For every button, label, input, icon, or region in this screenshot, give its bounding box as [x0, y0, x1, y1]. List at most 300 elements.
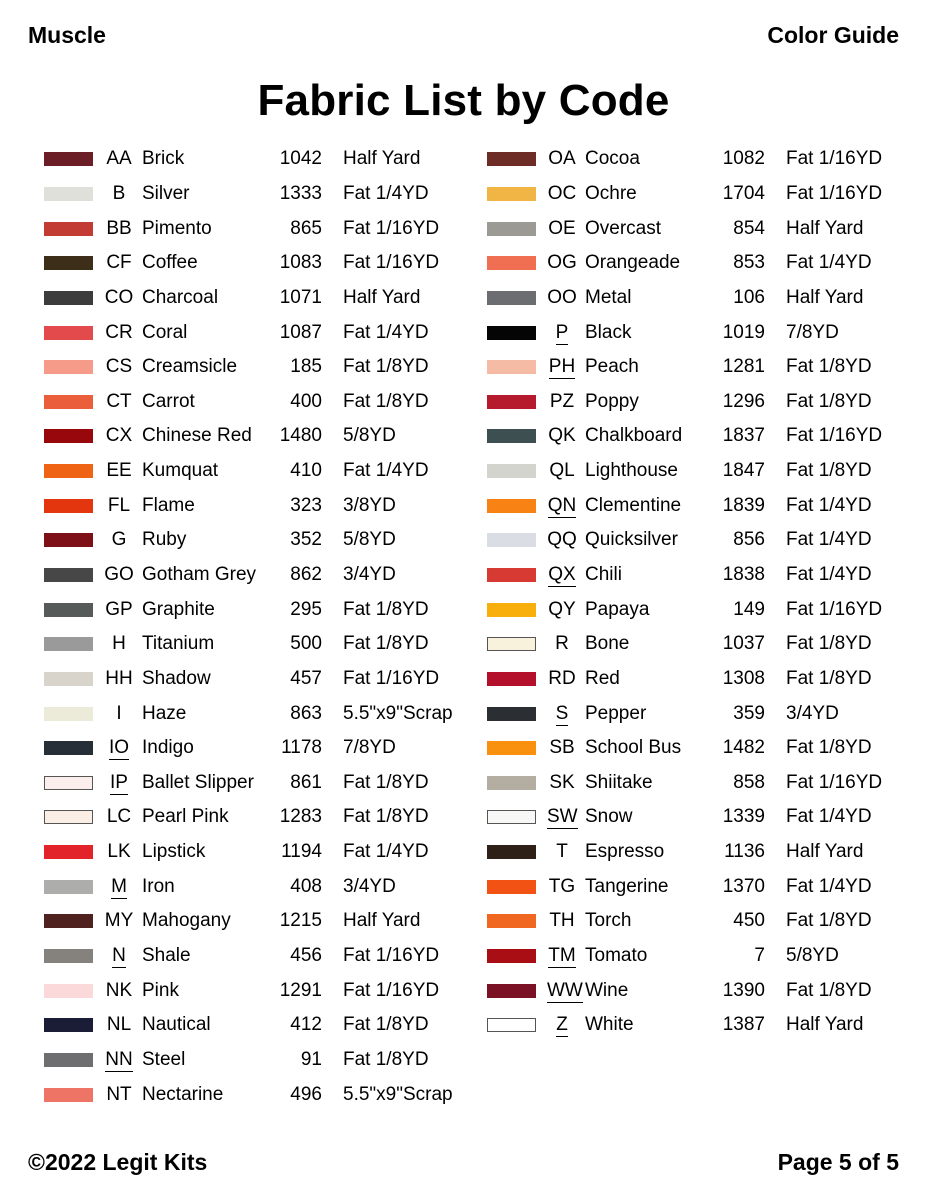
fabric-code — [104, 322, 134, 344]
fabric-name: Charcoal — [142, 286, 219, 308]
color-swatch — [487, 533, 536, 547]
fabric-code — [547, 322, 577, 344]
fabric-number: 854 — [733, 217, 765, 239]
fabric-row — [0, 177, 470, 212]
color-swatch — [487, 845, 536, 859]
fabric-code — [104, 148, 134, 170]
fabric-code — [547, 425, 577, 447]
fabric-code-text: QY — [548, 598, 576, 620]
fabric-row — [0, 973, 470, 1008]
fabric-code-text: Z — [556, 1014, 568, 1036]
color-swatch — [487, 499, 536, 513]
fabric-code-text: QN — [547, 494, 577, 516]
fabric-size: Fat 1/4YD — [786, 529, 872, 551]
fabric-code-text: OO — [547, 286, 577, 308]
fabric-name: White — [585, 1014, 634, 1036]
fabric-name: Orangeade — [585, 252, 681, 274]
fabric-number: 7 — [754, 945, 765, 967]
fabric-number: 1308 — [722, 667, 765, 689]
color-swatch — [44, 603, 93, 617]
fabric-number: 1178 — [281, 737, 322, 759]
fabric-number: 1847 — [722, 460, 765, 482]
fabric-size: 3/4YD — [786, 702, 839, 724]
fabric-code — [104, 945, 134, 967]
fabric-code-text: CF — [106, 252, 132, 274]
fabric-number: 1482 — [722, 737, 765, 759]
color-swatch — [44, 360, 93, 374]
fabric-row — [443, 523, 913, 558]
fabric-code-text: CO — [104, 286, 134, 308]
fabric-row — [443, 315, 913, 350]
fabric-code-text: BB — [106, 217, 132, 239]
fabric-code — [547, 564, 577, 586]
fabric-number: 323 — [290, 494, 322, 516]
fabric-name: Graphite — [142, 598, 215, 620]
fabric-code-text: OE — [548, 217, 576, 239]
color-swatch — [487, 984, 536, 998]
fabric-code — [547, 287, 577, 309]
fabric-code-text: TG — [548, 875, 576, 897]
fabric-code — [104, 599, 134, 621]
fabric-name: Shadow — [142, 667, 211, 689]
fabric-row — [443, 662, 913, 697]
fabric-code-text: R — [555, 633, 569, 655]
fabric-size: Fat 1/4YD — [343, 841, 429, 863]
fabric-name: Pearl Pink — [142, 806, 229, 828]
fabric-code — [547, 218, 577, 240]
fabric-row — [443, 973, 913, 1008]
color-swatch — [44, 949, 93, 963]
fabric-size: Fat 1/16YD — [786, 182, 883, 204]
fabric-number: 1296 — [722, 390, 765, 412]
color-swatch — [44, 499, 93, 513]
fabric-code — [547, 252, 577, 274]
fabric-code-text: TM — [548, 945, 576, 967]
fabric-code-text: RD — [548, 667, 576, 689]
fabric-name: Chalkboard — [585, 425, 683, 447]
fabric-code — [547, 737, 577, 759]
fabric-code-text: SK — [549, 771, 575, 793]
fabric-name: Silver — [142, 182, 190, 204]
fabric-size: 5/8YD — [786, 945, 839, 967]
fabric-number: 412 — [290, 1014, 322, 1036]
fabric-code — [104, 218, 134, 240]
fabric-number: 1390 — [722, 979, 765, 1001]
fabric-code — [547, 148, 577, 170]
fabric-number: 1281 — [722, 356, 765, 378]
fabric-size: Fat 1/8YD — [786, 979, 872, 1001]
fabric-size: Fat 1/8YD — [786, 633, 872, 655]
fabric-row — [0, 835, 470, 870]
fabric-name: Iron — [142, 875, 175, 897]
fabric-code-text: FL — [107, 494, 131, 516]
color-swatch — [487, 291, 536, 305]
fabric-row — [0, 939, 470, 974]
fabric-size: Fat 1/8YD — [786, 910, 872, 932]
fabric-number: 295 — [290, 598, 322, 620]
fabric-code — [104, 910, 134, 932]
fabric-name: School Bus — [585, 737, 682, 759]
fabric-name: Pimento — [142, 217, 212, 239]
fabric-number: 1333 — [279, 182, 322, 204]
color-swatch — [487, 776, 536, 790]
fabric-row — [0, 627, 470, 662]
fabric-code-text: T — [556, 841, 568, 863]
color-swatch — [44, 395, 93, 409]
fabric-code-text: CS — [105, 356, 133, 378]
fabric-number: 149 — [733, 598, 765, 620]
fabric-code-text: NL — [106, 1014, 132, 1036]
fabric-row — [0, 211, 470, 246]
color-swatch — [487, 568, 536, 582]
color-swatch — [44, 914, 93, 928]
fabric-code-text: B — [112, 182, 126, 204]
fabric-row — [0, 281, 470, 316]
fabric-code — [104, 806, 134, 828]
fabric-number: 352 — [290, 529, 322, 551]
fabric-name: Lighthouse — [585, 460, 678, 482]
fabric-number: 1215 — [279, 910, 322, 932]
color-swatch — [44, 222, 93, 236]
fabric-name: Metal — [585, 286, 632, 308]
fabric-size: Fat 1/8YD — [343, 771, 429, 793]
fabric-size: 3/4YD — [343, 564, 396, 585]
fabric-code — [104, 183, 134, 205]
fabric-number: 853 — [733, 252, 765, 274]
fabric-number: 456 — [290, 945, 322, 967]
fabric-size: Fat 1/16YD — [343, 217, 440, 239]
fabric-number: 1704 — [722, 182, 765, 204]
fabric-code — [104, 356, 134, 378]
fabric-size: Half Yard — [786, 1014, 864, 1036]
fabric-name: Nautical — [142, 1014, 211, 1036]
fabric-name: Chili — [585, 564, 622, 585]
fabric-code-text: PH — [548, 356, 576, 378]
fabric-name: Haze — [142, 702, 187, 724]
color-swatch — [44, 1053, 93, 1067]
fabric-row — [443, 177, 913, 212]
color-swatch — [44, 741, 93, 755]
color-swatch — [487, 741, 536, 755]
fabric-name: Lipstick — [142, 841, 206, 863]
fabric-list-column-right — [443, 142, 913, 1043]
color-swatch — [487, 187, 536, 201]
fabric-code-text: P — [555, 321, 569, 343]
fabric-number: 865 — [290, 217, 322, 239]
fabric-row — [0, 523, 470, 558]
color-swatch — [487, 949, 536, 963]
fabric-code — [547, 460, 577, 482]
fabric-row — [0, 904, 470, 939]
fabric-name: Quicksilver — [585, 529, 678, 551]
fabric-row — [0, 592, 470, 627]
fabric-name: Coffee — [142, 252, 198, 274]
footer-page-number: Page 5 of 5 — [777, 1149, 899, 1175]
fabric-number: 1387 — [722, 1014, 765, 1036]
fabric-code — [547, 703, 577, 725]
fabric-size: 3/8YD — [343, 494, 396, 516]
fabric-size: Fat 1/16YD — [786, 425, 883, 447]
fabric-code — [104, 425, 134, 447]
color-swatch — [44, 256, 93, 270]
fabric-code-text: NT — [106, 1083, 132, 1105]
fabric-code-text: QL — [549, 460, 575, 482]
fabric-code-text: NN — [105, 1048, 133, 1070]
fabric-size: Fat 1/8YD — [786, 356, 872, 378]
fabric-row — [0, 558, 470, 593]
fabric-size: Fat 1/4YD — [343, 182, 429, 204]
fabric-code-text: SW — [547, 806, 578, 828]
fabric-code — [547, 1014, 577, 1036]
fabric-list-column-left — [0, 142, 470, 1112]
page-title: Fabric List by Code — [257, 76, 670, 125]
color-swatch — [487, 429, 536, 443]
fabric-code-text: MY — [104, 910, 134, 932]
fabric-row — [0, 246, 470, 281]
fabric-name: Pink — [142, 979, 179, 1001]
color-swatch — [44, 1088, 93, 1102]
fabric-row — [443, 592, 913, 627]
fabric-code — [547, 391, 577, 413]
fabric-code — [104, 1014, 134, 1036]
fabric-code — [547, 183, 577, 205]
fabric-code — [547, 599, 577, 621]
color-swatch — [44, 845, 93, 859]
fabric-size: Fat 1/8YD — [343, 633, 429, 655]
fabric-name: Creamsicle — [142, 356, 238, 378]
color-swatch — [487, 256, 536, 270]
fabric-row — [0, 1077, 470, 1112]
fabric-number: 1838 — [722, 564, 765, 585]
fabric-size: 5.5"x9"Scrap — [343, 1083, 453, 1105]
fabric-row — [443, 835, 913, 870]
fabric-size: 7/8YD — [786, 321, 839, 343]
fabric-row — [0, 800, 470, 835]
fabric-size: Fat 1/4YD — [786, 806, 872, 828]
fabric-name: Poppy — [585, 390, 639, 412]
color-swatch — [44, 533, 93, 547]
color-swatch — [44, 637, 93, 651]
fabric-code-text: HH — [105, 667, 133, 689]
fabric-size: Fat 1/8YD — [786, 460, 872, 482]
fabric-code-text: QK — [548, 425, 576, 447]
fabric-size: Fat 1/8YD — [343, 598, 429, 620]
fabric-size: Half Yard — [343, 286, 421, 308]
fabric-size: Fat 1/8YD — [786, 737, 872, 759]
fabric-size: Fat 1/16YD — [786, 148, 883, 170]
fabric-number: 450 — [733, 910, 765, 932]
fabric-name: Bone — [585, 633, 630, 655]
fabric-name: Ballet Slipper — [142, 771, 254, 793]
color-swatch — [487, 360, 536, 374]
fabric-name: Ochre — [585, 182, 637, 204]
fabric-code — [104, 1049, 134, 1071]
fabric-row — [0, 488, 470, 523]
fabric-number: 500 — [290, 633, 322, 655]
color-swatch — [44, 187, 93, 201]
fabric-row — [443, 419, 913, 454]
color-swatch — [487, 810, 536, 824]
color-swatch — [44, 568, 93, 582]
fabric-code-text: CR — [105, 321, 133, 343]
fabric-size: Fat 1/4YD — [786, 252, 872, 274]
fabric-code — [547, 356, 577, 378]
fabric-number: 1136 — [724, 841, 765, 863]
fabric-name: Tomato — [585, 945, 648, 967]
color-swatch — [487, 707, 536, 721]
color-swatch — [487, 222, 536, 236]
fabric-name: Snow — [585, 806, 633, 828]
fabric-row — [443, 350, 913, 385]
fabric-number: 408 — [290, 875, 322, 897]
fabric-number: 1837 — [722, 425, 765, 447]
fabric-code — [104, 287, 134, 309]
fabric-code-text: G — [111, 529, 127, 551]
color-swatch — [44, 810, 93, 824]
fabric-size: Fat 1/4YD — [343, 321, 429, 343]
fabric-name: Cocoa — [585, 148, 640, 170]
fabric-number: 863 — [290, 702, 322, 724]
fabric-size: Fat 1/16YD — [343, 945, 440, 967]
fabric-number: 1037 — [722, 633, 765, 655]
fabric-code-text: PZ — [549, 390, 575, 412]
color-swatch — [44, 1018, 93, 1032]
fabric-number: 1019 — [722, 321, 765, 343]
fabric-name: Clementine — [585, 494, 682, 516]
fabric-code-text: CT — [106, 390, 132, 412]
fabric-size: Fat 1/8YD — [343, 356, 429, 378]
fabric-number: 400 — [290, 390, 322, 412]
fabric-number: 1480 — [279, 425, 322, 447]
fabric-code-text: QQ — [547, 529, 577, 551]
fabric-code-text: N — [112, 945, 126, 967]
color-swatch — [44, 880, 93, 894]
fabric-code-text: GO — [104, 564, 134, 585]
fabric-size: 5/8YD — [343, 425, 396, 447]
fabric-name: Mahogany — [142, 910, 231, 932]
fabric-size: Fat 1/8YD — [343, 1048, 429, 1070]
color-swatch — [44, 291, 93, 305]
fabric-code-text: CX — [105, 425, 133, 447]
fabric-name: Black — [585, 321, 632, 343]
fabric-code-text: IP — [110, 771, 128, 793]
color-swatch — [487, 914, 536, 928]
fabric-code-text: LK — [107, 841, 131, 863]
fabric-size: Half Yard — [786, 841, 864, 863]
fabric-code — [547, 529, 577, 551]
fabric-code-text: LC — [106, 806, 132, 828]
fabric-row — [0, 384, 470, 419]
fabric-name: Pepper — [585, 702, 647, 724]
fabric-name: Espresso — [585, 841, 665, 863]
fabric-row — [443, 800, 913, 835]
fabric-row — [443, 731, 913, 766]
fabric-size: Fat 1/8YD — [343, 1014, 429, 1036]
fabric-size: Fat 1/16YD — [343, 667, 440, 689]
fabric-code-text: SB — [549, 737, 575, 759]
fabric-code-text: AA — [106, 148, 132, 170]
fabric-code — [104, 529, 134, 551]
fabric-number: 1071 — [279, 286, 322, 308]
fabric-name: Torch — [585, 910, 632, 932]
fabric-code — [104, 668, 134, 690]
fabric-row — [443, 211, 913, 246]
fabric-name: Brick — [142, 148, 185, 170]
fabric-code — [547, 806, 577, 828]
fabric-name: Papaya — [585, 598, 650, 620]
color-swatch — [44, 326, 93, 340]
fabric-row — [443, 696, 913, 731]
fabric-code — [547, 772, 577, 794]
fabric-row — [0, 1043, 470, 1078]
fabric-row — [0, 350, 470, 385]
fabric-name: Steel — [142, 1048, 186, 1070]
fabric-number: 1087 — [279, 321, 322, 343]
fabric-name: Ruby — [142, 529, 187, 551]
fabric-number: 185 — [290, 356, 322, 378]
fabric-row — [0, 454, 470, 489]
fabric-number: 496 — [290, 1083, 322, 1105]
fabric-row — [443, 246, 913, 281]
fabric-number: 1283 — [279, 806, 322, 828]
fabric-code — [547, 876, 577, 898]
color-swatch — [487, 1018, 536, 1032]
fabric-size: Half Yard — [786, 217, 864, 239]
color-swatch — [44, 152, 93, 166]
color-swatch — [44, 776, 93, 790]
fabric-size: Fat 1/4YD — [786, 875, 872, 897]
fabric-number: 858 — [733, 771, 765, 793]
fabric-size: Fat 1/8YD — [343, 390, 429, 412]
fabric-row — [0, 419, 470, 454]
fabric-number: 359 — [733, 702, 765, 724]
fabric-name: Wine — [585, 979, 629, 1001]
fabric-name: Titanium — [142, 633, 215, 655]
fabric-number: 91 — [300, 1048, 322, 1070]
fabric-code-text: OA — [548, 148, 576, 170]
header-pattern-name: Muscle — [28, 22, 106, 48]
fabric-row — [0, 731, 470, 766]
color-swatch — [487, 672, 536, 686]
fabric-code-text: H — [112, 633, 126, 655]
fabric-size: 7/8YD — [343, 737, 396, 759]
fabric-code-text: GP — [105, 598, 133, 620]
fabric-code — [104, 703, 134, 725]
fabric-code-text: TH — [549, 910, 575, 932]
fabric-row — [443, 384, 913, 419]
fabric-number: 1082 — [722, 148, 765, 170]
fabric-size: Fat 1/8YD — [786, 390, 872, 412]
color-swatch — [487, 603, 536, 617]
fabric-code — [104, 841, 134, 863]
fabric-row — [443, 904, 913, 939]
fabric-size: 5/8YD — [343, 529, 396, 551]
color-swatch — [487, 637, 536, 651]
fabric-number: 106 — [733, 286, 765, 308]
fabric-code — [104, 980, 134, 1002]
fabric-row — [0, 142, 470, 177]
fabric-code — [104, 737, 134, 759]
fabric-code — [547, 841, 577, 863]
fabric-number: 410 — [290, 460, 322, 482]
fabric-code-text: M — [111, 875, 127, 897]
fabric-code — [547, 668, 577, 690]
color-swatch — [487, 326, 536, 340]
fabric-code — [104, 495, 134, 517]
color-swatch — [487, 152, 536, 166]
fabric-name: Tangerine — [585, 875, 669, 897]
fabric-row — [0, 696, 470, 731]
